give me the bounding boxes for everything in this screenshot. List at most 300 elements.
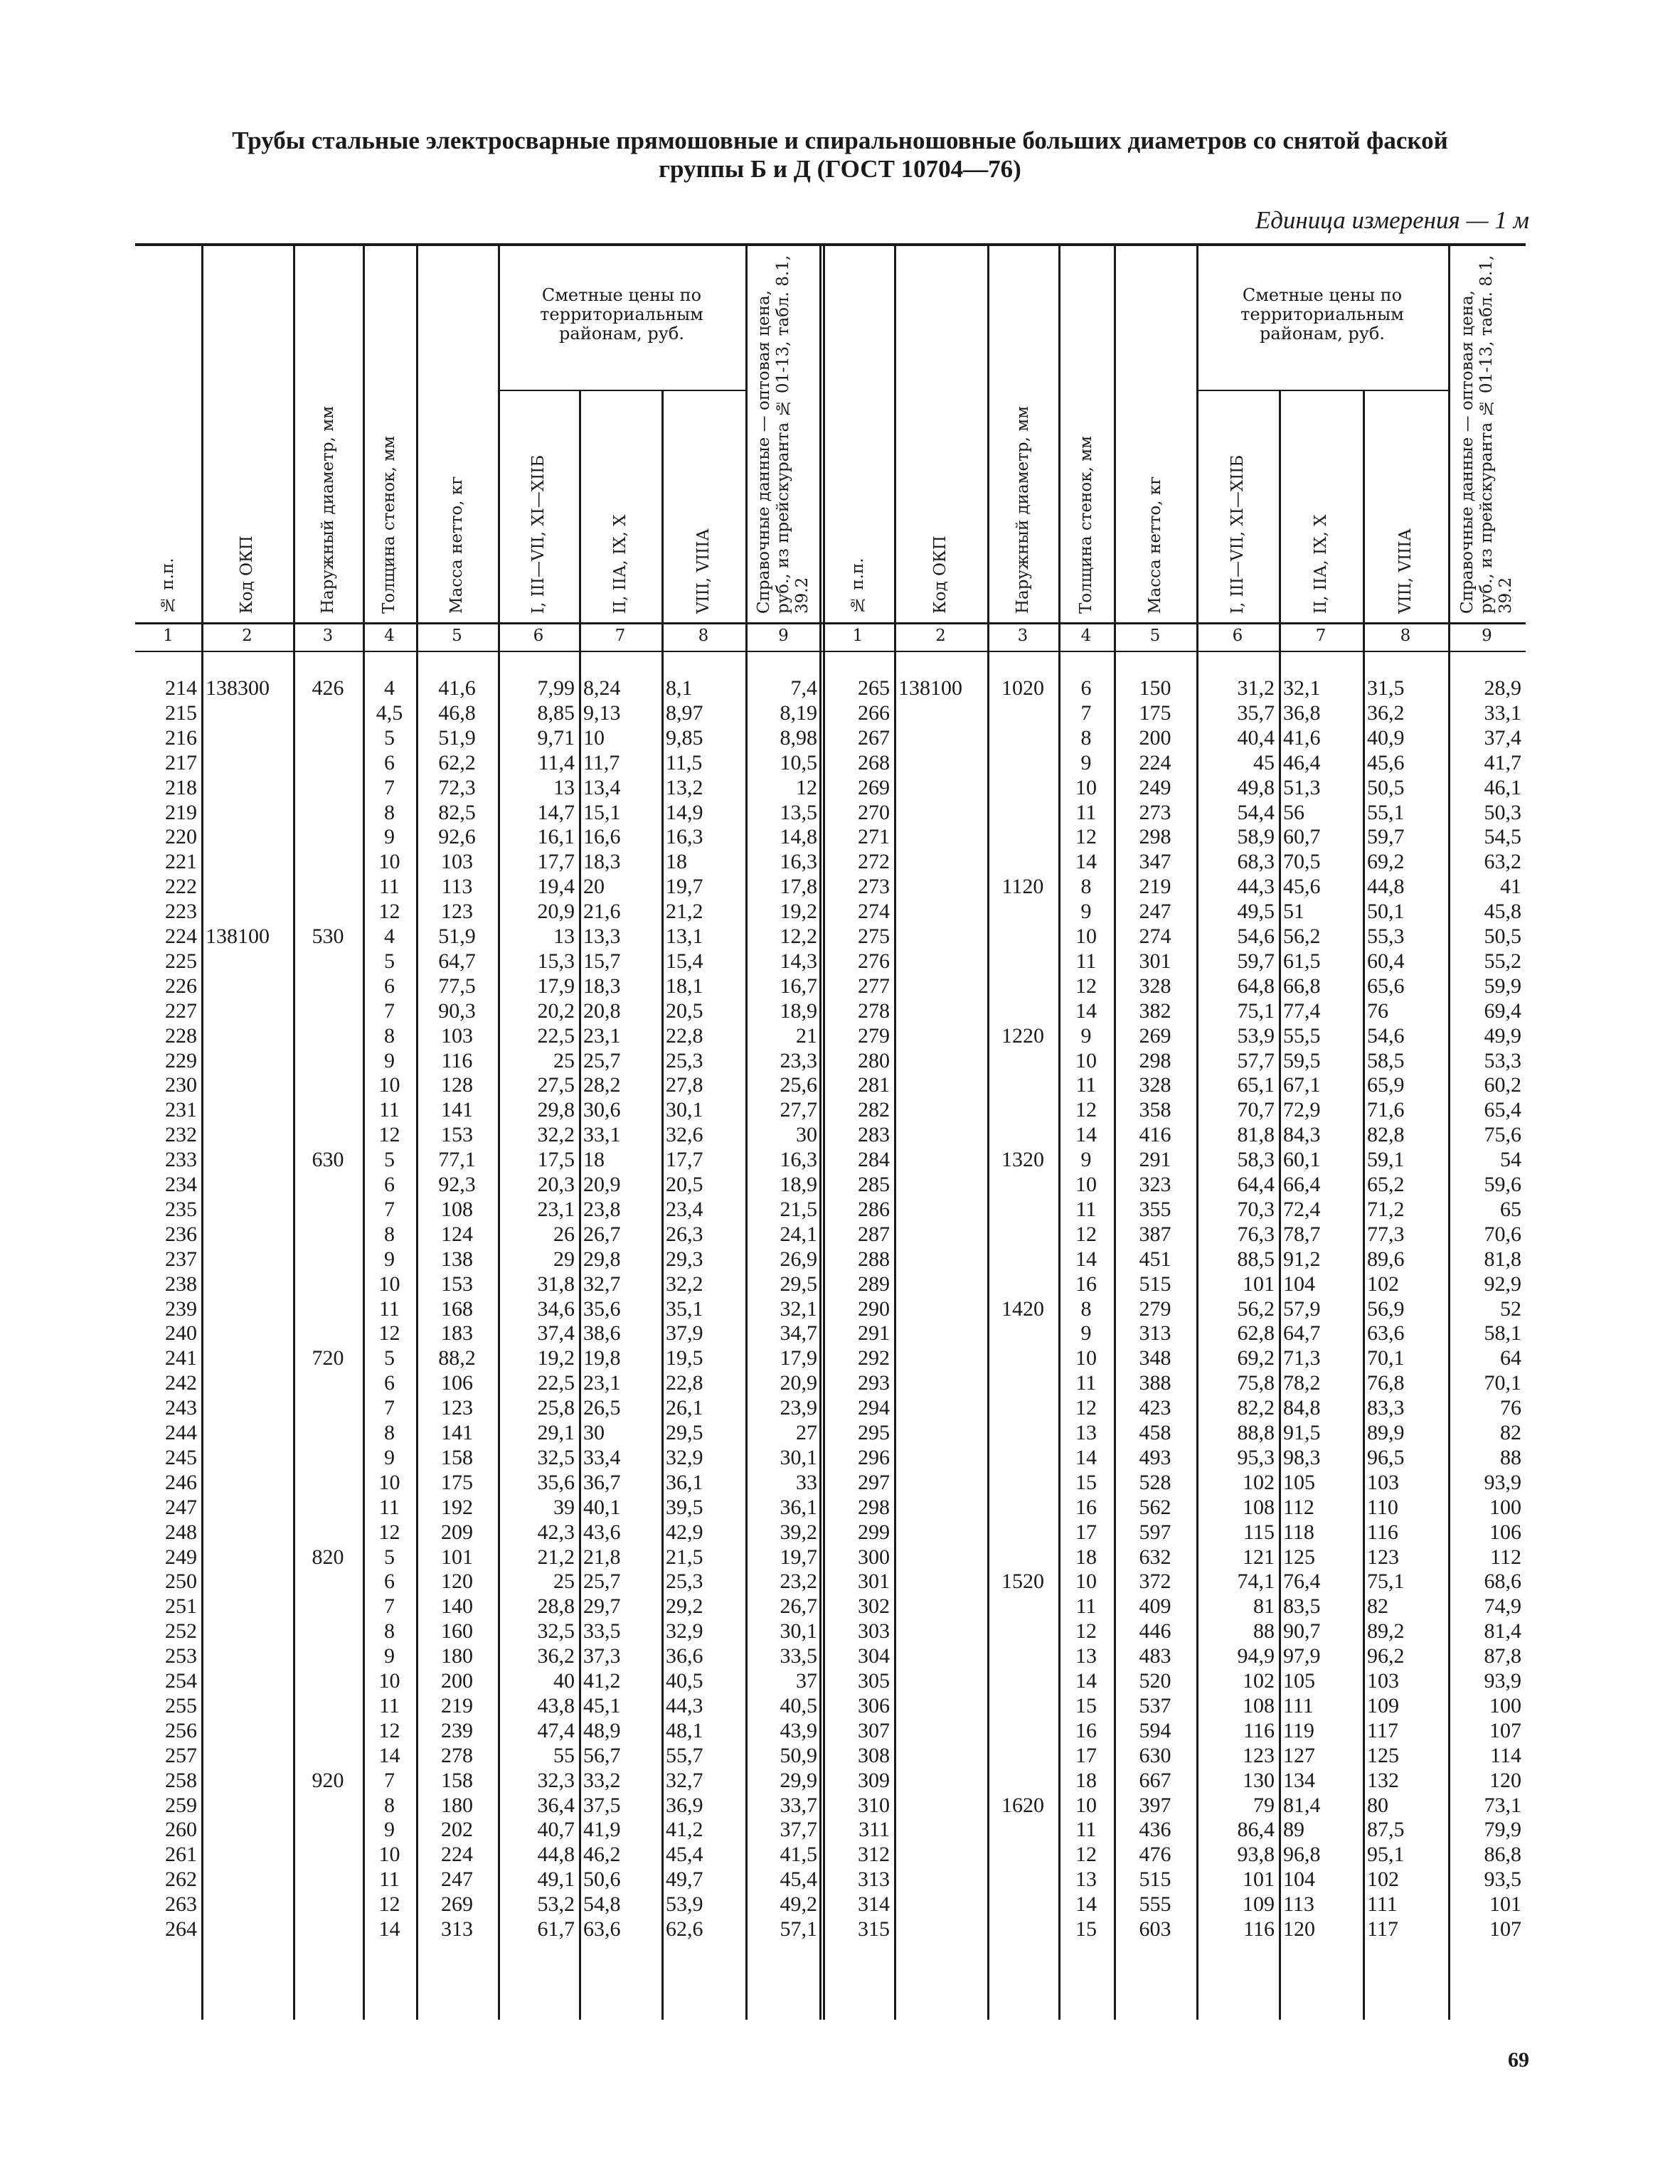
table-cell-left-p3: 45,4 <box>666 1843 703 1867</box>
table-cell-right-num: 267 <box>858 725 890 750</box>
table-cell-right-mass: 594 <box>1139 1718 1171 1742</box>
table-cell-right-ref: 70,6 <box>1484 1222 1521 1246</box>
table-cell-right-mass: 313 <box>1139 1321 1171 1346</box>
column-number-left: 4 <box>384 627 395 645</box>
table-cell-left-p2: 26,5 <box>583 1396 621 1420</box>
table-cell-left-diameter: 426 <box>312 676 344 700</box>
table-cell-right-p1: 81,8 <box>1237 1123 1275 1147</box>
table-cell-left-num: 261 <box>165 1843 197 1867</box>
table-cell-left-mass: 51,9 <box>438 925 476 948</box>
table-cell-right-num: 300 <box>858 1545 890 1569</box>
table-cell-left-num: 228 <box>165 1023 197 1048</box>
table-cell-left-mass: 108 <box>441 1197 473 1221</box>
table-cell-right-p3: 83,3 <box>1367 1396 1405 1420</box>
table-cell-right-num: 298 <box>858 1495 890 1519</box>
table-cell-left-wall: 11 <box>379 1693 400 1717</box>
table-cell-right-wall: 8 <box>1080 875 1092 899</box>
table-cell-right-num: 266 <box>858 701 890 725</box>
table-cell-right-p1: 75,1 <box>1237 998 1275 1023</box>
table-cell-left-p3: 19,5 <box>666 1346 703 1370</box>
table-cell-right-diameter: 1120 <box>1001 875 1044 899</box>
table-cell-left-p1: 11,4 <box>538 750 575 774</box>
table-cell-left-p3: 49,7 <box>666 1868 703 1892</box>
table-cell-left-p2: 10 <box>583 725 605 750</box>
table-cell-left-ref: 27 <box>796 1421 817 1444</box>
table-cell-left-p2: 50,6 <box>583 1868 621 1892</box>
table-cell-right-num: 287 <box>858 1222 890 1246</box>
table-cell-right-p1: 64,4 <box>1237 1173 1275 1196</box>
table-cell-left-p1: 15,3 <box>537 949 575 973</box>
table-cell-right-p1: 58,3 <box>1237 1148 1275 1172</box>
table-cell-right-wall: 13 <box>1075 1868 1097 1892</box>
table-cell-right-p1: 57,7 <box>1237 1048 1275 1072</box>
table-cell-left-p3: 32,7 <box>666 1768 703 1792</box>
header-cell-right-num <box>822 249 894 617</box>
table-cell-right-p1: 102 <box>1243 1669 1275 1693</box>
table-cell-left-p3: 39,5 <box>666 1495 703 1519</box>
table-cell-left-ref: 18,9 <box>780 998 817 1023</box>
table-cell-left-ref: 10,5 <box>780 750 817 774</box>
table-cell-right-p1: 116 <box>1243 1917 1275 1941</box>
table-cell-right-p2: 70,5 <box>1283 850 1321 874</box>
table-cell-left-p3: 40,5 <box>666 1669 703 1693</box>
table-cell-left-p1: 29,8 <box>537 1098 575 1122</box>
table-cell-right-mass: 358 <box>1139 1098 1171 1122</box>
table-cell-right-mass: 328 <box>1139 1073 1171 1097</box>
table-cell-left-ref: 21 <box>796 1023 817 1048</box>
table-cell-right-ref: 86,8 <box>1484 1843 1521 1867</box>
table-cell-left-num: 257 <box>165 1743 197 1767</box>
table-cell-right-wall: 10 <box>1075 1048 1097 1072</box>
table-cell-right-wall: 12 <box>1075 1843 1097 1867</box>
column-number-left: 9 <box>778 627 789 645</box>
table-cell-left-p3: 23,4 <box>666 1197 703 1221</box>
table-cell-left-ref: 25,6 <box>780 1073 817 1097</box>
table-cell-left-p1: 16,1 <box>537 825 575 849</box>
table-cell-left-p2: 25,7 <box>583 1570 621 1594</box>
column-number-right: 5 <box>1149 627 1161 645</box>
table-cell-right-wall: 12 <box>1075 1222 1097 1246</box>
table-cell-right-p2: 59,5 <box>1283 1048 1321 1072</box>
table-cell-right-wall: 14 <box>1075 998 1097 1023</box>
table-cell-right-p1: 79 <box>1253 1793 1275 1817</box>
table-cell-right-ref: 41,7 <box>1484 750 1521 774</box>
table-cell-right-mass: 476 <box>1139 1843 1171 1867</box>
table-cell-left-p1: 32,5 <box>537 1445 575 1469</box>
table-cell-right-mass: 301 <box>1139 949 1171 973</box>
table-cell-right-p2: 78,2 <box>1283 1371 1321 1395</box>
table-cell-left-p1: 61,7 <box>537 1917 575 1941</box>
table-cell-right-wall: 15 <box>1075 1470 1097 1494</box>
table-cell-left-num: 259 <box>165 1793 197 1817</box>
table-cell-right-p3: 54,6 <box>1367 1023 1405 1048</box>
table-cell-right-mass: 348 <box>1139 1346 1171 1370</box>
table-cell-right-mass: 273 <box>1139 800 1171 824</box>
table-cell-right-p2: 81,4 <box>1283 1793 1321 1817</box>
table-cell-right-ref: 107 <box>1489 1917 1521 1941</box>
table-cell-left-p2: 48,9 <box>583 1718 621 1742</box>
table-cell-left-wall: 11 <box>379 875 400 899</box>
table-cell-left-wall: 7 <box>384 775 395 799</box>
header-num: № п.п. <box>848 558 867 614</box>
table-cell-left-num: 250 <box>165 1570 197 1594</box>
table-cell-right-num: 296 <box>858 1445 890 1469</box>
table-cell-left-wall: 11 <box>379 1868 400 1892</box>
table-cell-right-mass: 458 <box>1139 1421 1171 1444</box>
table-cell-left-p3: 32,9 <box>666 1619 703 1644</box>
table-cell-right-p2: 105 <box>1283 1669 1315 1693</box>
table-cell-right-wall: 14 <box>1075 1445 1097 1469</box>
table-cell-right-wall: 11 <box>1075 1371 1097 1395</box>
header-cell-left-diameter <box>293 249 363 617</box>
table-cell-left-p1: 32,3 <box>537 1768 575 1792</box>
table-cell-right-p1: 101 <box>1243 1868 1275 1892</box>
table-cell-right-p2: 60,1 <box>1283 1148 1321 1172</box>
table-cell-left-mass: 106 <box>441 1371 473 1395</box>
table-cell-left-p3: 55,7 <box>666 1743 703 1767</box>
table-cell-left-mass: 141 <box>441 1421 473 1444</box>
table-cell-right-mass: 520 <box>1139 1669 1171 1693</box>
table-cell-left-p2: 40,1 <box>583 1495 621 1519</box>
table-cell-right-num: 313 <box>858 1868 890 1892</box>
table-cell-left-p1: 21,2 <box>537 1545 575 1569</box>
table-cell-left-p2: 36,7 <box>583 1470 621 1494</box>
table-cell-left-p3: 13,2 <box>666 775 703 799</box>
table-cell-right-p2: 84,3 <box>1283 1123 1321 1147</box>
table-cell-left-mass: 153 <box>441 1123 473 1147</box>
table-cell-left-p2: 23,1 <box>583 1023 621 1048</box>
table-cell-left-p2: 37,5 <box>583 1793 621 1817</box>
table-cell-right-ref: 69,4 <box>1484 998 1521 1023</box>
table-cell-right-ref: 92,9 <box>1484 1272 1521 1296</box>
table-cell-left-ref: 16,3 <box>780 850 817 874</box>
table-cell-left-p2: 43,6 <box>583 1520 621 1544</box>
table-cell-left-p1: 40,7 <box>537 1818 575 1842</box>
table-cell-left-ref: 37,7 <box>780 1818 817 1842</box>
table-cell-right-ref: 50,5 <box>1484 925 1521 948</box>
table-cell-right-mass: 269 <box>1139 1023 1171 1048</box>
table-cell-right-p2: 46,4 <box>1283 750 1321 774</box>
table-cell-right-num: 288 <box>858 1247 890 1271</box>
table-cell-right-ref: 63,2 <box>1484 850 1521 874</box>
table-cell-left-ref: 29,5 <box>780 1272 817 1296</box>
header-ref: Справочные данные — оптовая цена, руб., из прейскуранта № 01-13, табл. 8.1, 39.2 <box>755 255 812 614</box>
table-cell-left-p2: 13,3 <box>583 925 621 948</box>
table-cell-left-num: 262 <box>165 1868 197 1892</box>
table-cell-left-mass: 192 <box>441 1495 473 1519</box>
table-cell-right-p3: 95,1 <box>1367 1843 1405 1867</box>
table-cell-left-p2: 21,8 <box>583 1545 621 1569</box>
table-cell-right-num: 282 <box>858 1098 890 1122</box>
table-cell-right-ref: 37,4 <box>1484 725 1521 750</box>
table-cell-right-wall: 16 <box>1075 1495 1097 1519</box>
table-cell-left-p1: 19,4 <box>537 875 575 899</box>
table-cell-right-num: 312 <box>858 1843 890 1867</box>
header-wall: Толщина стенок, мм <box>380 435 398 614</box>
table-cell-left-p3: 62,6 <box>666 1917 703 1941</box>
column-number-right: 9 <box>1482 627 1492 645</box>
table-cell-right-p1: 75,8 <box>1237 1371 1275 1395</box>
table-cell-right-p3: 44,8 <box>1367 875 1405 899</box>
table-cell-right-num: 302 <box>858 1594 890 1619</box>
table-cell-left-ref: 36,1 <box>780 1495 817 1519</box>
table-cell-left-num: 226 <box>165 974 197 998</box>
table-cell-right-p2: 97,9 <box>1283 1644 1321 1668</box>
table-cell-right-p1: 86,4 <box>1237 1818 1275 1842</box>
table-cell-right-p3: 77,3 <box>1367 1222 1405 1246</box>
table-cell-right-ref: 55,2 <box>1484 949 1521 973</box>
table-cell-right-ref: 100 <box>1489 1495 1521 1519</box>
table-cell-left-p2: 38,6 <box>583 1321 621 1346</box>
table-cell-right-p2: 77,4 <box>1283 998 1321 1023</box>
table-cell-right-p2: 72,4 <box>1283 1197 1321 1221</box>
table-cell-left-p1: 42,3 <box>537 1520 575 1544</box>
header-cell-left-num <box>135 249 201 617</box>
page-number: 69 <box>1508 2048 1529 2072</box>
table-cell-right-wall: 9 <box>1080 1023 1092 1048</box>
table-cell-right-num: 272 <box>858 850 890 874</box>
table-cell-right-p3: 89,6 <box>1367 1247 1405 1271</box>
table-cell-right-mass: 632 <box>1139 1545 1171 1569</box>
table-cell-left-p3: 8,97 <box>666 701 703 725</box>
header-cell-right-p2 <box>1279 395 1363 617</box>
table-cell-right-p3: 117 <box>1367 1917 1398 1941</box>
table-cell-left-p1: 20,2 <box>537 998 575 1023</box>
table-cell-right-diameter: 1320 <box>1001 1148 1044 1172</box>
table-cell-right-p1: 93,8 <box>1237 1843 1275 1867</box>
table-cell-left-wall: 12 <box>378 1520 400 1544</box>
table-cell-right-wall: 13 <box>1075 1644 1097 1668</box>
table-cell-left-mass: 103 <box>441 850 473 874</box>
table-cell-left-wall: 9 <box>384 1247 395 1271</box>
table-cell-right-num: 271 <box>858 825 890 849</box>
table-cell-right-num: 277 <box>858 974 890 998</box>
table-cell-left-mass: 158 <box>441 1445 473 1469</box>
table-cell-right-p3: 82 <box>1367 1594 1388 1619</box>
table-cell-left-num: 227 <box>165 998 197 1023</box>
table-cell-right-p1: 68,3 <box>1237 850 1275 874</box>
table-cell-right-num: 295 <box>858 1421 890 1444</box>
table-cell-right-p2: 91,5 <box>1283 1421 1321 1444</box>
table-cell-left-mass: 313 <box>441 1917 473 1941</box>
table-cell-right-diameter: 1520 <box>1001 1570 1044 1594</box>
table-cell-left-p2: 35,6 <box>583 1296 621 1321</box>
table-cell-left-num: 230 <box>165 1073 197 1097</box>
table-cell-right-ref: 101 <box>1489 1892 1521 1917</box>
table-cell-right-wall: 14 <box>1075 1892 1097 1917</box>
table-cell-right-mass: 224 <box>1139 750 1171 774</box>
table-cell-left-p3: 8,1 <box>666 676 693 700</box>
table-cell-right-p3: 96,2 <box>1367 1644 1405 1668</box>
table-cell-left-p3: 16,3 <box>666 825 703 849</box>
table-cell-left-mass: 123 <box>441 1396 473 1420</box>
table-cell-right-ref: 73,1 <box>1484 1793 1521 1817</box>
table-cell-left-p3: 20,5 <box>666 1173 703 1196</box>
table-cell-left-p3: 22,8 <box>666 1023 703 1048</box>
table-cell-right-p1: 115 <box>1243 1520 1275 1544</box>
table-cell-left-mass: 140 <box>441 1594 473 1619</box>
table-cell-left-mass: 77,5 <box>438 974 476 998</box>
table-cell-right-p1: 65,1 <box>1237 1073 1275 1097</box>
table-cell-left-p2: 45,1 <box>583 1693 621 1717</box>
table-cell-left-num: 238 <box>165 1272 197 1296</box>
table-cell-right-p2: 127 <box>1283 1743 1315 1767</box>
table-cell-left-mass: 158 <box>441 1768 473 1792</box>
table-cell-right-ref: 100 <box>1489 1693 1521 1717</box>
table-cell-right-ref: 68,6 <box>1484 1570 1521 1594</box>
header-p2: II, IIА, IX, X <box>610 514 629 614</box>
table-cell-left-mass: 101 <box>441 1545 473 1569</box>
header-cell-left-mass <box>416 249 498 617</box>
table-cell-left-wall: 11 <box>379 1296 400 1321</box>
table-cell-right-wall: 11 <box>1075 1073 1097 1097</box>
table-cell-right-p3: 82,8 <box>1367 1123 1405 1147</box>
table-cell-left-p2: 29,7 <box>583 1594 621 1619</box>
table-cell-right-wall: 18 <box>1075 1545 1097 1569</box>
column-number-right: 8 <box>1400 627 1411 645</box>
table-cell-left-p2: 25,7 <box>583 1048 621 1072</box>
table-cell-right-p3: 70,1 <box>1367 1346 1405 1370</box>
header-code: Код ОКП <box>238 536 256 614</box>
table-cell-right-ref: 70,1 <box>1484 1371 1521 1395</box>
table-cell-right-ref: 93,9 <box>1484 1669 1521 1693</box>
table-cell-left-wall: 5 <box>384 1148 395 1172</box>
header-cell-left-p3 <box>661 395 745 617</box>
table-cell-right-p3: 59,7 <box>1367 825 1405 849</box>
table-cell-right-p3: 76 <box>1367 998 1388 1023</box>
table-cell-left-wall: 12 <box>378 900 400 924</box>
table-cell-right-p1: 116 <box>1243 1718 1275 1742</box>
table-cell-left-p2: 23,1 <box>583 1371 621 1395</box>
table-cell-left-p3: 18 <box>666 850 687 874</box>
table-cell-left-diameter: 530 <box>312 925 344 948</box>
table-cell-right-num: 285 <box>858 1173 890 1196</box>
table-cell-right-p2: 71,3 <box>1283 1346 1321 1370</box>
table-cell-right-ref: 54 <box>1500 1148 1521 1172</box>
table-cell-right-num: 270 <box>858 800 890 824</box>
table-cell-left-mass: 92,6 <box>438 825 476 849</box>
header-diameter: Наружный диаметр, мм <box>318 405 337 614</box>
table-cell-right-ref: 81,4 <box>1484 1619 1521 1644</box>
table-cell-right-ref: 46,1 <box>1484 775 1521 799</box>
header-cell-left-p1 <box>498 395 579 617</box>
table-cell-left-wall: 7 <box>384 1768 395 1792</box>
header-cell-right-ref <box>1448 249 1526 617</box>
table-cell-right-num: 279 <box>858 1023 890 1048</box>
table-cell-left-ref: 32,1 <box>780 1296 817 1321</box>
table-cell-right-wall: 11 <box>1075 800 1097 824</box>
table-cell-left-p2: 41,9 <box>583 1818 621 1842</box>
table-cell-left-ref: 20,9 <box>780 1371 817 1395</box>
table-cell-right-p1: 108 <box>1243 1495 1275 1519</box>
table-cell-left-num: 256 <box>165 1718 197 1742</box>
table-cell-left-wall: 10 <box>378 1669 400 1693</box>
table-cell-right-p2: 91,2 <box>1283 1247 1321 1271</box>
table-cell-left-mass: 209 <box>441 1520 473 1544</box>
table-cell-right-p2: 104 <box>1283 1868 1315 1892</box>
table-cell-left-ref: 30 <box>796 1123 817 1147</box>
table-cell-right-ref: 74,9 <box>1484 1594 1521 1619</box>
title-line-1: Трубы стальные электросварные прямошовные и спиральношовные больших диаметров со снятой фаской <box>232 127 1448 154</box>
table-cell-right-p1: 102 <box>1243 1470 1275 1494</box>
table-cell-right-p3: 80 <box>1367 1793 1388 1817</box>
table-cell-left-p1: 53,2 <box>537 1892 575 1917</box>
table-cell-left-ref: 13,5 <box>780 800 817 824</box>
table-cell-left-ref: 30,1 <box>780 1619 817 1644</box>
table-cell-left-num: 218 <box>165 775 197 799</box>
table-cell-right-mass: 347 <box>1139 850 1171 874</box>
table-cell-right-p3: 40,9 <box>1367 725 1405 750</box>
header-ref: Справочные данные — оптовая цена, руб., из прейскуранта № 01-13, табл. 8.1, 39.2 <box>1458 255 1515 614</box>
table-cell-left-wall: 4 <box>384 676 395 700</box>
header-cell-left-ref <box>745 249 822 617</box>
table-cell-left-p2: 18 <box>583 1148 605 1172</box>
table-cell-right-wall: 18 <box>1075 1768 1097 1792</box>
table-cell-right-ref: 114 <box>1490 1743 1521 1767</box>
table-cell-left-ref: 37 <box>796 1669 817 1693</box>
table-cell-right-p3: 50,1 <box>1367 900 1405 924</box>
header-cell-right-code <box>894 249 987 617</box>
table-cell-left-p2: 15,1 <box>583 800 621 824</box>
table-cell-right-p2: 57,9 <box>1283 1296 1321 1321</box>
table-cell-left-ref: 7,4 <box>790 676 817 700</box>
table-cell-left-num: 223 <box>165 900 197 924</box>
table-cell-left-diameter: 720 <box>312 1346 344 1370</box>
table-cell-left-p1: 34,6 <box>537 1296 575 1321</box>
table-cell-right-p2: 84,8 <box>1283 1396 1321 1420</box>
table-cell-right-ref: 59,9 <box>1484 974 1521 998</box>
table-cell-right-diameter: 1420 <box>1001 1296 1044 1321</box>
table-cell-left-num: 217 <box>165 750 197 774</box>
table-cell-right-p3: 31,5 <box>1367 676 1405 700</box>
table-cell-left-p3: 37,9 <box>666 1321 703 1346</box>
table-cell-left-p1: 22,5 <box>537 1023 575 1048</box>
table-cell-left-wall: 12 <box>378 1718 400 1742</box>
table-cell-left-wall: 11 <box>379 1495 400 1519</box>
table-cell-left-p1: 49,1 <box>537 1868 575 1892</box>
table-cell-left-p3: 19,7 <box>666 875 703 899</box>
table-cell-right-num: 290 <box>858 1296 890 1321</box>
table-cell-left-ref: 16,7 <box>780 974 817 998</box>
table-cell-left-num: 245 <box>165 1445 197 1469</box>
table-cell-right-num: 273 <box>858 875 890 899</box>
header-p1: I, III—VII, XI—XIIБ <box>528 454 548 614</box>
table-cell-right-ref: 75,6 <box>1484 1123 1521 1147</box>
table-cell-right-p3: 132 <box>1367 1768 1399 1792</box>
table-cell-right-mass: 200 <box>1139 725 1171 750</box>
table-cell-right-p1: 58,9 <box>1237 825 1275 849</box>
table-cell-right-mass: 416 <box>1139 1123 1171 1147</box>
table-cell-left-num: 239 <box>165 1296 197 1321</box>
table-cell-right-p3: 89,2 <box>1367 1619 1405 1644</box>
table-cell-right-mass: 423 <box>1139 1396 1171 1420</box>
table-cell-right-num: 274 <box>858 900 890 924</box>
table-cell-left-code: 138300 <box>206 676 270 700</box>
table-cell-right-wall: 10 <box>1075 925 1097 948</box>
table-cell-left-num: 246 <box>165 1470 197 1494</box>
table-cell-right-num: 286 <box>858 1197 890 1221</box>
table-cell-right-p1: 54,6 <box>1237 925 1275 948</box>
table-cell-left-wall: 9 <box>384 1818 395 1842</box>
table-cell-right-ref: 82 <box>1500 1421 1521 1444</box>
table-cell-left-p3: 30,1 <box>666 1098 703 1122</box>
table-cell-left-mass: 278 <box>441 1743 473 1767</box>
table-cell-left-num: 240 <box>165 1321 197 1346</box>
table-cell-left-ref: 12 <box>796 775 817 799</box>
table-cell-left-wall: 8 <box>384 1793 395 1817</box>
table-cell-right-p3: 110 <box>1367 1495 1398 1519</box>
table-cell-left-num: 252 <box>165 1619 197 1644</box>
